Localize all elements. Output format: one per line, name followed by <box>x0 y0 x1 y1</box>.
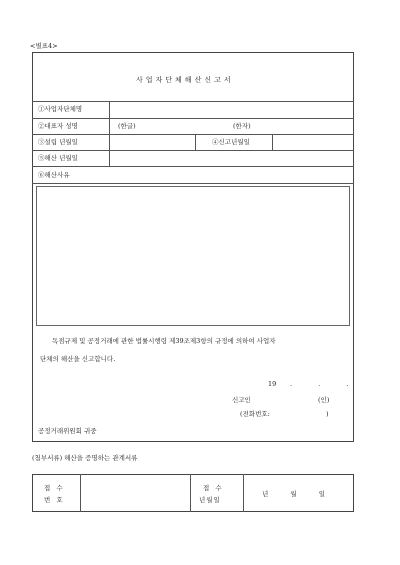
date-separators: . . . <box>290 380 361 388</box>
label-representative: ②대표자 성명 <box>38 122 78 130</box>
label-hangul: (한글) <box>118 122 136 130</box>
receipt-date-label-bottom: 년월일 <box>199 496 221 504</box>
row-divider <box>32 150 354 151</box>
label-hanja: (한자) <box>233 122 251 130</box>
label-report-date: ④신고년월일 <box>212 138 250 146</box>
form-tag: <별표4> <box>30 42 58 50</box>
declarant-label: 신고인 <box>232 396 251 404</box>
attachment-note: (첨부서류) 해산을 증명하는 관계서류 <box>32 454 138 462</box>
receipt-divider <box>190 474 191 512</box>
receipt-divider <box>243 474 244 512</box>
row-divider <box>32 166 354 167</box>
column-divider <box>195 134 196 150</box>
column-divider <box>272 134 273 150</box>
label-established-date: ③설립 년월일 <box>38 138 78 146</box>
phone-close: ) <box>326 410 329 418</box>
row-divider <box>32 183 354 184</box>
column-divider <box>109 101 110 166</box>
label-dissolution-reason: ⑥해산사유 <box>38 171 70 179</box>
row-divider <box>32 118 354 119</box>
statement-line-2: 단체의 해산을 신고합니다. <box>40 355 116 363</box>
receipt-number-label-bottom: 번 호 <box>44 496 65 504</box>
statement-line-1: 독점규제 및 공정거래에 관한 법률시행령 제39조제3항의 규정에 의하여 사업자 <box>52 337 276 345</box>
reason-area <box>36 186 350 326</box>
row-divider <box>32 134 354 135</box>
seal-mark: (인) <box>318 396 330 404</box>
receipt-number-label-top: 접 수 <box>44 484 65 492</box>
addressee: 공정거래위원회 귀중 <box>38 427 97 435</box>
row-divider <box>32 101 354 102</box>
date-year-prefix: 19 <box>268 380 277 388</box>
receipt-divider <box>80 474 81 512</box>
receipt-date-label-top: 접 수 <box>203 484 224 492</box>
receipt-date-value: 년 월 일 <box>262 490 335 498</box>
phone-label: (전화번호: <box>240 410 270 418</box>
label-organization-name: ①사업자단체명 <box>38 105 83 113</box>
label-dissolution-date: ⑤해산 년월일 <box>38 154 78 162</box>
form-title: 사업자단체해산신고서 <box>136 76 234 84</box>
